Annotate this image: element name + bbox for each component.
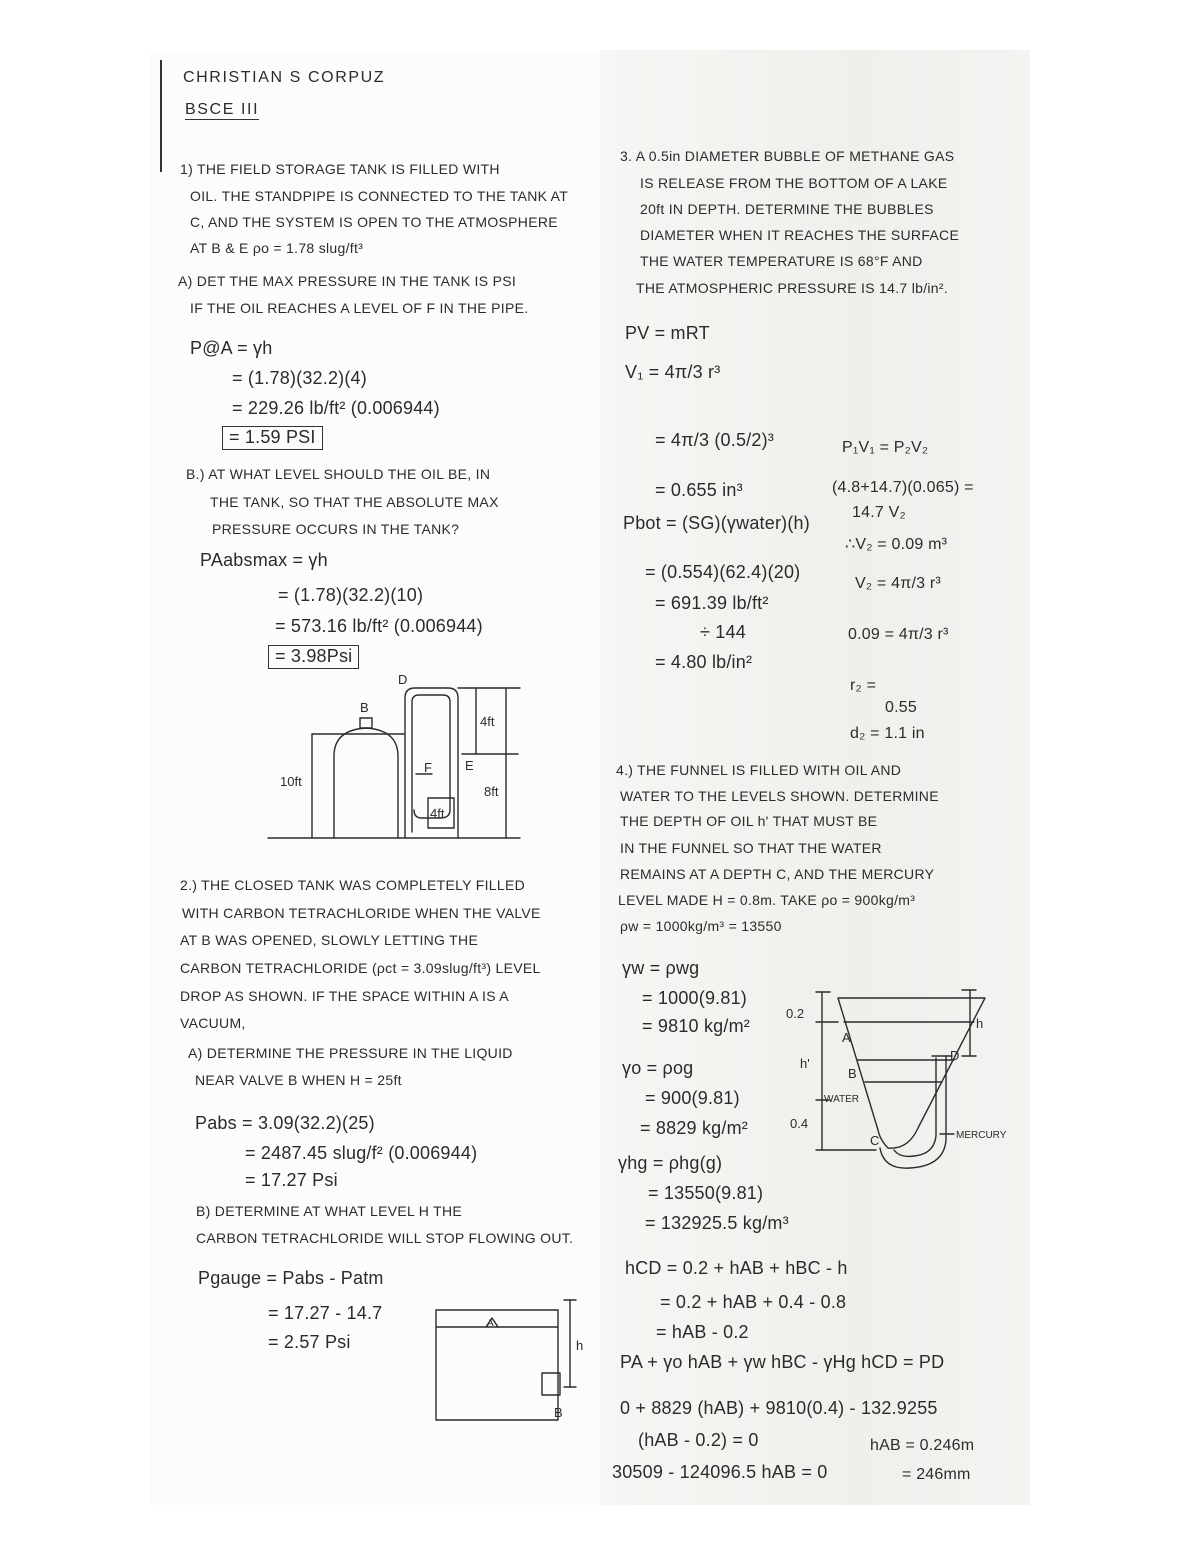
- p3-side-line: (4.8+14.7)(0.065) =: [832, 479, 974, 496]
- p3-side-line: 14.7 V₂: [852, 504, 906, 521]
- p4-work-line: = hAB - 0.2: [656, 1322, 749, 1342]
- label-b: B: [360, 700, 369, 715]
- p4-result-line: hAB = 0.246m: [870, 1437, 975, 1454]
- p4-work-line: γo = ρog: [622, 1058, 694, 1078]
- p4-statement-line: IN THE FUNNEL SO THAT THE WATER: [620, 840, 882, 856]
- p2a-work-line: Pabs = 3.09(32.2)(25): [195, 1113, 375, 1133]
- p4-work-line: = 0.2 + hAB + 0.4 - 0.8: [660, 1292, 847, 1312]
- p1b-work-line: PAabsmax = γh: [200, 550, 328, 570]
- label-mid-dim: 8ft: [484, 784, 499, 799]
- label-e: E: [465, 758, 474, 773]
- paper-margin-line: [160, 60, 162, 172]
- p2-closed-tank-diagram: [430, 1295, 595, 1435]
- p4-work-line: γw = ρwg: [622, 958, 700, 978]
- p1-tank-standpipe-diagram: [262, 672, 527, 852]
- p3-side-line: 0.55: [885, 699, 917, 716]
- tank-outer-wall: [312, 734, 404, 838]
- p1b-question-line: B.) AT WHAT LEVEL SHOULD THE OIL BE, IN: [186, 466, 491, 482]
- p2-statement-line: WITH CARBON TETRACHLORIDE WHEN THE VALVE: [182, 905, 541, 921]
- p4-result-line: = 246mm: [902, 1466, 971, 1483]
- tank-dome: [334, 728, 398, 838]
- label-d: D: [398, 672, 408, 687]
- p1a-work-line: = 229.26 lb/ft² (0.006944): [232, 398, 440, 418]
- p1-statement-line: 1) THE FIELD STORAGE TANK IS FILLED WITH: [180, 161, 500, 177]
- label-a: A: [487, 1318, 494, 1329]
- p4-work-line: 0 + 8829 (hAB) + 9810(0.4) - 132.9255: [620, 1398, 938, 1418]
- p3-side-line: V₂ = 4π/3 r³: [855, 575, 941, 592]
- p1a-question-line: A) DET THE MAX PRESSURE IN THE TANK IS PSI: [178, 273, 517, 289]
- p4-statement-line: WATER TO THE LEVELS SHOWN. DETERMINE: [620, 788, 939, 804]
- p4-statement-line: LEVEL MADE H = 0.8m. TAKE ρo = 900kg/m³: [618, 892, 916, 908]
- u-tube-inner: [894, 1058, 936, 1156]
- p3-work-line: = 0.655 in³: [655, 480, 743, 500]
- label-water: WATER: [824, 1094, 859, 1105]
- p1-statement-line: AT B & E ρo = 1.78 slug/ft³: [190, 240, 364, 256]
- p3-work-line: = (0.554)(62.4)(20): [645, 562, 801, 582]
- p1b-question-line: PRESSURE OCCURS IN THE TANK?: [212, 521, 460, 537]
- p3-side-line: d₂ = 1.1 in: [850, 725, 925, 742]
- p1-statement-line: C, AND THE SYSTEM IS OPEN TO THE ATMOSPHERE: [190, 214, 558, 230]
- label-f: F: [424, 760, 432, 775]
- p2-statement-line: CARBON TETRACHLORIDE (ρct = 3.09slug/ft³) LEVEL: [180, 960, 541, 976]
- p4-funnel-diagram: [780, 980, 1020, 1175]
- p4-work-line: = 1000(9.81): [642, 988, 747, 1008]
- p4-statement-line: ρw = 1000kg/m³ = 13550: [620, 918, 782, 934]
- p3-work-line: Pbot = (SG)(γwater)(h): [623, 513, 810, 533]
- p1b-answer-box: = 3.98Psi: [268, 645, 359, 669]
- label-top-depth: 0.2: [786, 1006, 805, 1021]
- p1a-work-line: P@A = γh: [190, 338, 273, 358]
- label-a: A: [842, 1030, 851, 1045]
- p3-work-line: = 691.39 lb/ft²: [655, 593, 769, 613]
- tank-vent-cap: [360, 718, 372, 728]
- p2a-work-line: = 17.27 Psi: [245, 1170, 338, 1190]
- student-name: CHRISTIAN S CORPUZ: [183, 69, 386, 86]
- label-top-dim: 4ft: [480, 714, 495, 729]
- p2-statement-line: AT B WAS OPENED, SLOWLY LETTING THE: [180, 932, 479, 948]
- p1a-question-line: IF THE OIL REACHES A LEVEL OF F IN THE PIPE.: [190, 300, 529, 316]
- p3-side-line: r₂ =: [850, 677, 877, 694]
- label-d: D: [950, 1048, 960, 1063]
- p4-work-line: hCD = 0.2 + hAB + hBC - h: [625, 1258, 848, 1278]
- course-label: BSCE III: [185, 100, 259, 120]
- p3-statement-line: THE WATER TEMPERATURE IS 68°F AND: [640, 253, 923, 269]
- p4-work-line: = 8829 kg/m²: [640, 1118, 748, 1138]
- p3-work-line: PV = mRT: [625, 323, 710, 343]
- p2a-work-line: = 2487.45 slug/f² (0.006944): [245, 1143, 478, 1163]
- p2b-question-line: B) DETERMINE AT WHAT LEVEL H THE: [196, 1203, 463, 1219]
- p2a-question-line: NEAR VALVE B WHEN H = 25ft: [195, 1072, 402, 1088]
- label-mercury: MERCURY: [956, 1130, 1007, 1141]
- label-h: h: [976, 1016, 984, 1031]
- p1b-work-line: = (1.78)(32.2)(10): [278, 585, 424, 605]
- p3-side-line: ∴V₂ = 0.09 m³: [845, 536, 948, 553]
- p1-statement-line: OIL. THE STANDPIPE IS CONNECTED TO THE TANK AT: [190, 188, 569, 204]
- p3-side-line: P₁V₁ = P₂V₂: [842, 439, 929, 456]
- p2-statement-line: VACUUM,: [180, 1015, 246, 1031]
- p2-statement-line: DROP AS SHOWN. IF THE SPACE WITHIN A IS A: [180, 988, 509, 1004]
- p3-work-line: = 4π/3 (0.5/2)³: [655, 430, 774, 450]
- p2a-question-line: A) DETERMINE THE PRESSURE IN THE LIQUID: [188, 1045, 513, 1061]
- p3-work-line: V₁ = 4π/3 r³: [625, 362, 721, 382]
- p4-work-line: 30509 - 124096.5 hAB = 0: [612, 1462, 828, 1482]
- p2b-question-line: CARBON TETRACHLORIDE WILL STOP FLOWING OUT.: [196, 1230, 574, 1246]
- p1b-question-line: THE TANK, SO THAT THE ABSOLUTE MAX: [210, 494, 499, 510]
- valve: [542, 1373, 560, 1395]
- label-c: C: [870, 1133, 880, 1148]
- p4-work-line: = 900(9.81): [645, 1088, 740, 1108]
- p3-statement-line: 3. A 0.5in DIAMETER BUBBLE OF METHANE GAS: [620, 148, 955, 164]
- label-tank-height: 10ft: [280, 774, 302, 789]
- label-bottom-depth: 0.4: [790, 1116, 809, 1131]
- label-valve-b: B: [554, 1405, 563, 1420]
- p4-work-line: γhg = ρhg(g): [618, 1153, 723, 1173]
- funnel-outline: [838, 998, 985, 1148]
- p3-work-line: = 4.80 lb/in²: [655, 652, 753, 672]
- p4-work-line: = 9810 kg/m²: [642, 1016, 750, 1036]
- p4-work-line: (hAB - 0.2) = 0: [638, 1430, 759, 1450]
- p4-statement-line: REMAINS AT A DEPTH C, AND THE MERCURY: [620, 866, 935, 882]
- p4-work-line: PA + γo hAB + γw hBC - γHg hCD = PD: [620, 1352, 945, 1372]
- p3-statement-line: IS RELEASE FROM THE BOTTOM OF A LAKE: [640, 175, 948, 191]
- p2b-work-line: = 2.57 Psi: [268, 1332, 351, 1352]
- p2-statement-line: 2.) THE CLOSED TANK WAS COMPLETELY FILLED: [180, 877, 526, 893]
- label-bottom-dim: 4ft: [430, 806, 445, 821]
- p4-work-line: = 132925.5 kg/m³: [645, 1213, 789, 1233]
- p3-statement-line: THE ATMOSPHERIC PRESSURE IS 14.7 lb/in².: [636, 280, 949, 296]
- p1a-answer-box: = 1.59 PSI: [222, 426, 323, 450]
- p1a-work-line: = (1.78)(32.2)(4): [232, 368, 367, 388]
- p3-statement-line: DIAMETER WHEN IT REACHES THE SURFACE: [640, 227, 960, 243]
- label-h-prime: h': [800, 1056, 810, 1071]
- p3-work-line: ÷ 144: [700, 622, 746, 642]
- p4-statement-line: 4.) THE FUNNEL IS FILLED WITH OIL AND: [616, 762, 902, 778]
- label-b: B: [848, 1066, 857, 1081]
- p4-work-line: = 13550(9.81): [648, 1183, 764, 1203]
- p1b-work-line: = 573.16 lb/ft² (0.006944): [275, 616, 483, 636]
- p4-statement-line: THE DEPTH OF OIL h' THAT MUST BE: [620, 813, 878, 829]
- p3-statement-line: 20ft IN DEPTH. DETERMINE THE BUBBLES: [640, 201, 934, 217]
- p2b-work-line: Pgauge = Pabs - Patm: [198, 1268, 384, 1288]
- p3-side-line: 0.09 = 4π/3 r³: [848, 626, 949, 643]
- p2b-work-line: = 17.27 - 14.7: [268, 1303, 383, 1323]
- label-h: h: [576, 1338, 584, 1353]
